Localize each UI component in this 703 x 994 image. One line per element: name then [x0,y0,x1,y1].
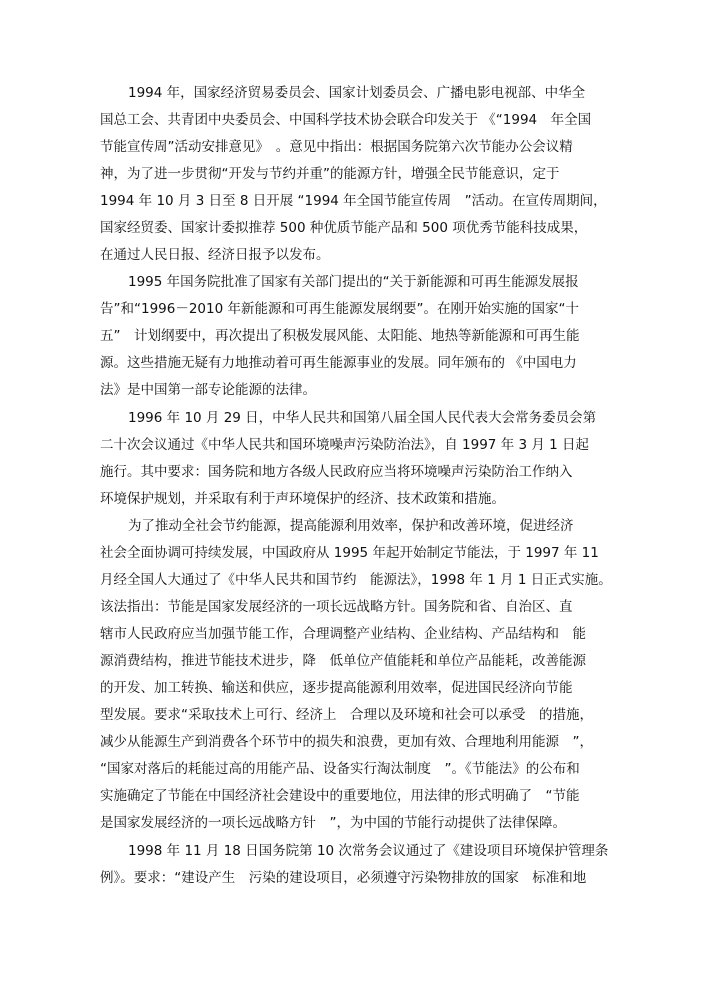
paragraph-4-line-6: 源消费结构，推进节能技术进步，降 低单位产值能耗和单位产品能耗，改善能源 [100,653,586,669]
paragraph-4-line-3: 月经全国人大通过了《中华人民共和国节约 能源法》，1998 年 1 月 1 日正式实施。 [100,572,612,588]
paragraph-4-line-5: 辖市人民政府应当加强节能工作，合理调整产业结构、企业结构、产品结构和 能 [100,626,586,642]
paragraph-4-line-8: 型发展。要求“采取技术上可行、经济上 合理以及环境和社会可以承受 的措施， [100,707,593,723]
paragraph-5-line-1: 1998 年 11 月 18 日国务院第 10 次常务会议通过了《建设项目环境保护管理条 [128,843,609,859]
paragraph-4-line-9: 减少从能源生产到消费各个环节中的损失和浪费，更加有效、合理地利用能源 ”， [100,734,593,750]
paragraph-3-line-3: 施行。其中要求：国务院和地方各级人民政府应当将环境噪声污染防治工作纳入 [100,464,573,480]
paragraph-1-line-6: 国家经贸委、国家计委拟推荐 500 种优质节能产品和 500 项优秀节能科技成果， [100,220,588,236]
paragraph-4-line-1: 为了推动全社会节约能源，提高能源利用效率，保护和改善环境，促进经济 [128,518,574,534]
paragraph-4-line-7: 的开发、加工转换、输送和供应，逐步提高能源利用效率，促进国民经济向节能 [100,680,573,696]
paragraph-4-line-11: 实施确定了节能在中国经济社会建设中的重要地位，用法律的形式明确了 “节能 [100,788,580,804]
paragraph-3-line-2: 二十次会议通过《中华人民共和国环境噪声污染防治法》，自 1997 年 3 月 1 日起 [100,437,590,453]
paragraph-2-line-4: 源。这些措施无疑有力地推动着可再生能源事业的发展。同年颁布的 《中国电力 [100,355,577,371]
paragraph-4-line-2: 社会全面协调可持续发展，中国政府从 1995 年起开始制定节能法，于 1997 年 11 [100,545,599,561]
paragraph-1-line-1: 1994 年，国家经济贸易委员会、国家计划委员会、广播电影电视部、中华全 [128,85,586,101]
paragraph-5-line-2: 例》。要求：“建设产生 污染的建设项目，必须遵守污染物排放的国家 标准和地 [100,870,587,886]
paragraph-3-line-1: 1996 年 10 月 29 日，中华人民共和国第八届全国人民代表大会常务委员会第 [128,410,597,426]
paragraph-4-line-4: 该法指出：节能是国家发展经济的一项长远战略方针。国务院和省、自治区、直 [100,599,573,615]
paragraph-1-line-3: 节能宣传周”活动安排意见》 。意见中指出：根据国务院第六次节能办公会议精 [100,139,573,155]
paragraph-1-line-7: 在通过人民日报、经济日报予以发布。 [100,247,330,263]
paragraph-4-line-10: “国家对落后的耗能过高的用能产品、设备实行淘汰制度 ”。《节能法》的公布和 [100,761,580,777]
paragraph-2-line-5: 法》是中国第一部专论能源的法律。 [100,382,316,398]
paragraph-4-line-12: 是国家发展经济的一项长远战略方针 ”，为中国的节能行动提供了法律保障。 [100,815,566,831]
paragraph-1-line-2: 国总工会、共青团中央委员会、中国科学技术协会联合印发关于 《“1994 年全国 [100,112,592,128]
paragraph-2-line-2: 告”和“1996－2010 年新能源和可再生能源发展纲要”。在刚开始实施的国家“十 [100,301,579,317]
paragraph-1-line-5: 1994 年 10 月 3 日至 8 日开展 “1994 年全国节能宣传周 ”活动。在宣传周期间， [100,193,607,209]
paragraph-1-line-4: 神，为了进一步贯彻“开发与节约并重”的能源方针，增强全民节能意识，定于 [100,166,560,182]
paragraph-2-line-3: 五” 计划纲要中，再次提出了积极发展风能、太阳能、地热等新能源和可再生能 [100,328,580,344]
paragraph-3-line-4: 环境保护规划，并采取有利于声环境保护的经济、技术政策和措施。 [100,491,505,507]
paragraph-2-line-1: 1995 年国务院批准了国家有关部门提出的“关于新能源和可再生能源发展报 [128,274,579,290]
